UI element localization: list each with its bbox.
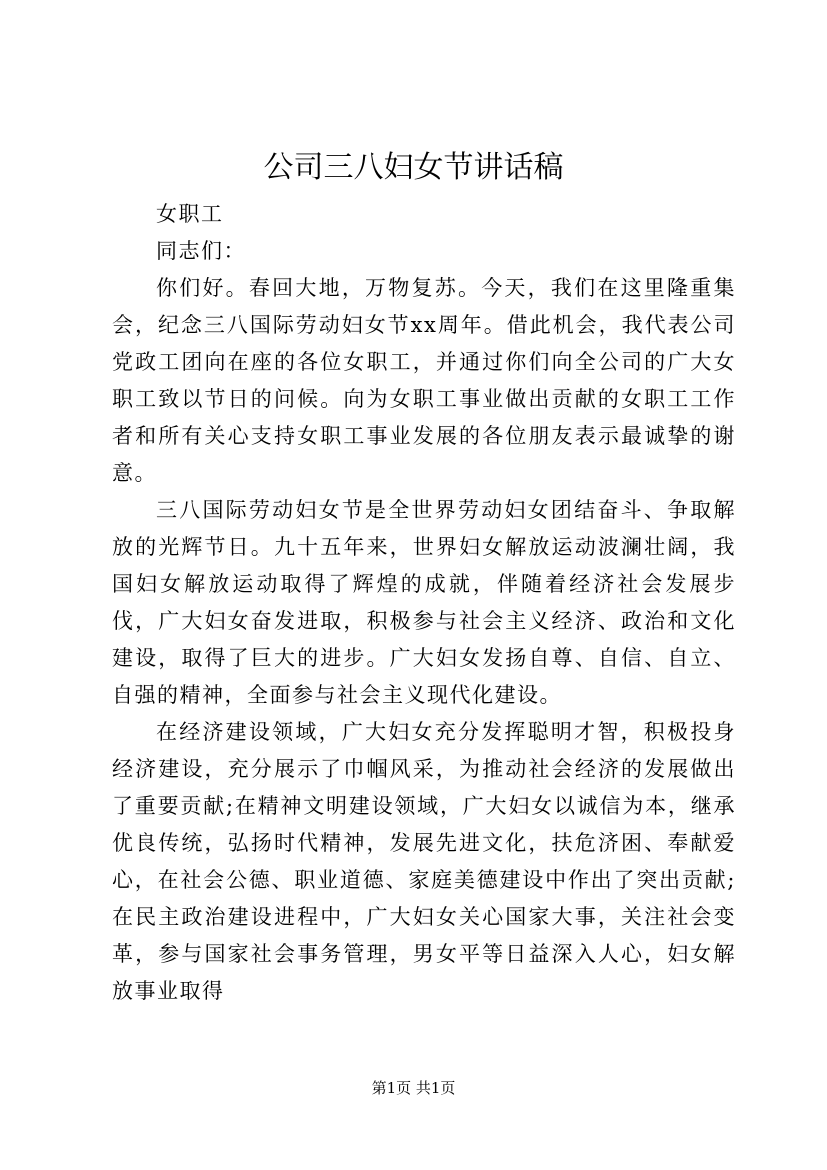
salutation-line-2: 同志们： <box>156 239 246 263</box>
document-body <box>112 196 736 1010</box>
paragraph-greeting: 你们好。春回大地，万物复苏。今天，我们在这里隆重集会，纪念三八国际劳动妇女节xx周年。借此机会，我代表公司党政工团向在座的各位女职工，并通过你们向全公司的广大女职工致以节日的问候。向为女职工事业做出贡献的女职工工作者和所有关心支持女职工事业发展的各位朋友表示最诚挚的谢意。 <box>112 276 736 485</box>
paragraph-history: 三八国际劳动妇女节是全世界劳动妇女团结奋斗、争取解放的光辉节日。九十五年来，世界妇女解放运动波澜壮阔，我国妇女解放运动取得了辉煌的成就，伴随着经济社会发展步伐，广大妇女奋发进取，积极参与社会主义经济、政治和文化建设，取得了巨大的进步。广大妇女发扬自尊、自信、自立、自强的精神，全面参与社会主义现代化建设。 <box>112 498 736 707</box>
page-number-footer: 第1页 共1页 <box>371 1079 456 1097</box>
document-title: 公司三八妇女节讲话稿 <box>263 150 564 185</box>
salutation-line-1: 女职工 <box>156 202 224 226</box>
paragraph-contributions: 在经济建设领域，广大妇女充分发挥聪明才智，积极投身经济建设，充分展示了巾帼风采，为推动社会经济的发展做出了重要贡献;在精神文明建设领域，广大妇女以诚信为本，继承优良传统，弘扬时代精神，发展先进文化，扶危济困、奉献爱心，在社会公德、职业道德、家庭美德建设中作出了突出贡献;在民主政治建设进程中，广大妇女关心国家大事，关注社会变革，参与国家社会事务管理，男女平等日益深入人心，妇女解放事业取得 <box>112 720 736 1003</box>
